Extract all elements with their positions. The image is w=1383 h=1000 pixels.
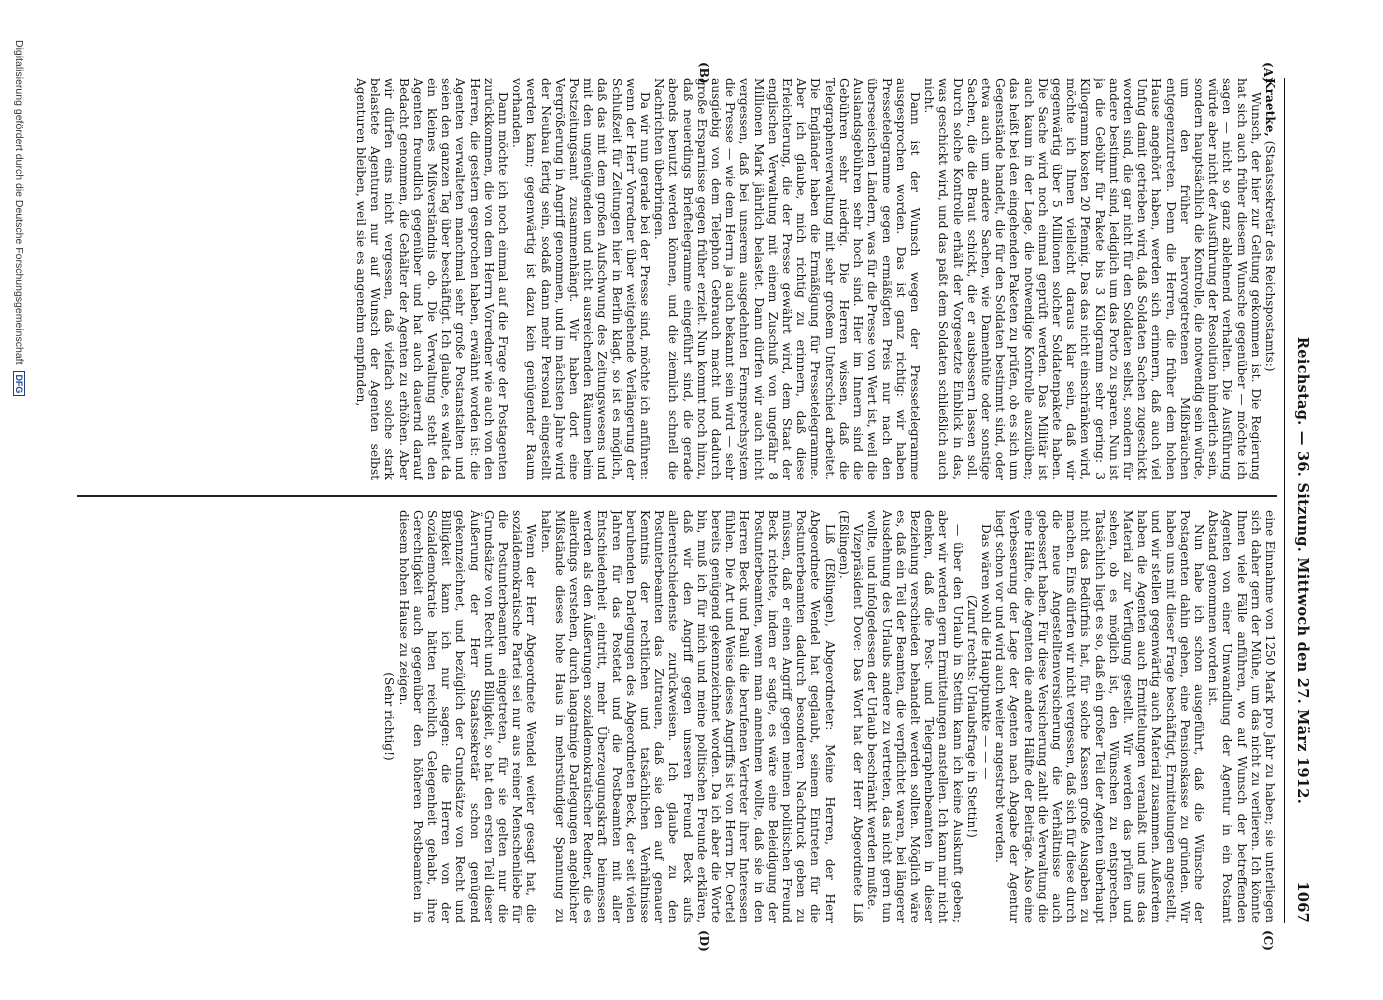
speaker-line: Kraetke, (Staatssekretär des Reichspostamts:) (1263, 78, 1277, 372)
paragraph: Liß (Eßlingen), Abgeordneter: Meine Herren, der Herr Abgeordnete Wendel hat geglaubt, seinem Eintreten für die Postunterbeamten dadurch besonderen Nachdruck geben zu müssen, daß er einen Angriff gegen meinen politischen Freund Beck richtete, indem er sagte, es wäre eine Beleidigung der Postunterbeamten, wenn man annehmen wollte, daß sie in den Herren Beck und Pauli die berufenen Vertreter ihrer Interessen fühlen. Die Art und Weise dieses Angriffs ist von Herrn Dr. Oertel bereits genügend gekennzeichnet worden. Da ich aber die Worte bin, muß ich für mich und meine politischen Freunde erklären, daß wir den Angriff gegen unseren Freund Beck aufs allerentschiedenste zurückweisen. Ich glaube zu den Postunterbeamten das Zutrauen, daß sie den auf genauer Kenntnis der rechtlichen und tatsächlichen Verhältnisse beruhenden Darlegungen des Abgeordneten Beck, der seit vielen Jahren für das Postetat und die Postbeamten mit aller Entschiedenheit eintritt, mehr Überzeugungskraft beimessen werden als den Äußerungen sozialdemokratischer Redner, die es allerdings verstehen, durch langatmige Darlegungen angeblicher Mißstände dieses hohe Haus in mehrstündiger Spannung zu halten. (538, 510, 837, 923)
margin-marker-c: (C) (1261, 930, 1275, 951)
paragraph: — über den Urlaub in Stettin kann ich keine Auskunft geben; aber wir werden gern Ermittelungen anstellen. Ich kann mir nicht denken, daß die Post- und Telegraphenbeamten in dieser Beziehung verschieden behandelt werden sollten. Möglich wäre es, daß ein Teil der Beamten, die verpflichtet waren, bei längerer Ausdehnung des Urlaubs andere zu vertreten, das nicht gern tun wollte, und infolgedessen der Urlaub beschränkt werden mußte. (865, 510, 965, 923)
margin-marker-a: (A) (1261, 62, 1275, 83)
margin-marker-b: (B) (697, 62, 711, 84)
paragraph: Wenn der Herr Abgeordnete Wendel weiter gesagt hat, die sozialdemokratische Partei sei nur aus reiner Menschenliebe für die Postunterbeamten eingetreten, für sie gelten nur die Grundsätze von Recht und Billigkeit, so hat den ersten Teil dieser Äußerung der Herr Staatssekretär schon genügend gekennzeichnet, und bezüglich der Grundsätze von Recht und Billigkeit kann ich nur sagen: die Herren von der Sozialdemokratie hätten reichlich Gelegenheit gehabt, ihre Gerechtigkeit auch gegenüber den höheren Postbeamten in diesem hohen Hause zu zeigen. (396, 510, 539, 923)
paragraph: eine Einnahme von 1250 Mark pro Jahr zu haben; sie unterliegen sich daher gern der Mühe, um das nicht zu verlieren. Ich könnte Ihnen viele Fälle anführen, wo auf Wunsch der betreffenden Agenten von einer Umwandlung der Agentur in ein Postamt Abstand genommen worden ist. (1206, 510, 1277, 923)
paragraph: Nun habe ich schon ausgeführt, daß die Wünsche der Postagenten dahin gehen, eine Pensionskasse zu gründen. Wir haben uns mit dieser Frage beschäftigt, Ermittelungen angestellt, und wir stellen gegenwärtig auch Material zusammen. Außerdem haben die Agenten auch Ermittelungen veranlaßt und uns das Material zur Verfügung gestellt. Wir werden das prüfen und sehen, ob es möglich ist, den Wünschen zu entsprechen. Tatsächlich liegt es so, daß ein großer Teil der Agenten überhaupt nicht das Bedürfnis hat, für solche Kassen große Ausgaben zu machen. Eins dürfen wir nicht vergessen, daß sich für diese durch die neue Angestelltenversicherung die Verhältnisse auch gebessert haben. Für diese Versicherung zahlt die Verwaltung die eine Hälfte, die Agenten die andere Hälfte der Beiträge. Also eine Verbesserung der Lage der Agenten nach Abgabe der Agentur liegt schon vor und wird auch weiter angestrebt werden. (993, 510, 1206, 923)
header-title: Reichstag. — 36. Sitzung. Mittwoch den 27. März 1912. (1294, 336, 1311, 805)
speaker-name: Kraetke, (1263, 78, 1277, 137)
paragraph: Da wir nun gerade bei der Presse sind, möchte ich anführen: wenn der Herr Vorredner über weitgehende Verlängerung der Schlußzeit für Zeitungen hier in Berlin klagt, so ist es möglich, daß das mit dem großen Aufschwung des Zeitungswesens und mit den ungenügenden und nicht ausreichenden Räumen beim Postzeitungsamt zusammenhängt. Wir haben dort eine Vergrößerung in Angriff genommen, und im nächsten Jahre wird der Neubau fertig sein, sodaß dann mehr Personal eingestellt werden kann; gegenwärtig ist dazu kein genügender Raum vorhanden. (510, 78, 653, 480)
speaker-role: Staatssekretär des Reichspostamts: (1263, 145, 1277, 367)
margin-marker-d: (D) (697, 930, 711, 952)
dfg-logo: DFG (13, 371, 25, 396)
right-column (77, 510, 1277, 923)
interjection: (Zuruf rechts: Urlaubsfrage in Stettin!) (964, 595, 979, 838)
left-column (77, 78, 1277, 480)
page-header (1284, 78, 1321, 923)
credit-text: Digitalisierung gefördert durch die Deutsche Forschungsgemeinschaft (13, 40, 25, 365)
paragraph: Wunsch, der hier zur Geltung gekommen ist. Die Regierung hat sich auch früher diesem Wunsche gegenüber — möchte ich sagen — nicht so ganz ablehnend verhalten. Die Ausführung würde aber nicht der Ausführung der Resolution hinderlich sein, sondern hauptsächlich die Kontrolle, die notwendig sein würde, um den früher hervorgetretenen Mißbräuchen entgegenzutreten. Denn die Herren, die früher dem hohen Hause angehört haben, werden sich erinnern, daß auch viel Unfug damit getrieben wird, daß Soldaten Sachen zugeschickt worden sind, die gar nicht für den Soldaten selbst, sondern für andere bestimmt sind, lediglich um das Porto zu sparen. Nun ist ja die Gebühr für Pakete bis 3 Kilogramm sehr gering: 3 Kilogramm kosten 20 Pfennig. Das das nicht einschränken wird, möchte ich Ihnen vielleicht daraus klar sein, daß wir gegenwärtig über 5 Millionen solcher Soldatenpakete haben. Die Sache wird noch einmal geprüft werden. Das Militär ist auch kaum in der Lage, die notwendige Kontrolle auszuüben; das heißt bei den eingehenden Paketen zu prüfen, ob es sich um Gegenstände handelt, die für den Soldaten bestimmt sind, oder etwa auch um andere Sachen, wie Damenhüte oder sonstige Sachen, die die Braut schickt, die er ausbessern lassen soll. Durch solche Kontrolle erhält der Vorgesetzte Einblick in das, was geschickt wird, und das paßt dem Soldaten schließlich auch nicht. (922, 78, 1263, 480)
paragraph: Das wären wohl die Hauptpunkte — — — (978, 524, 993, 780)
closing-remark: (Sehr richtig!) (382, 672, 397, 761)
paragraph: Dann ist der Wunsch wegen der Pressetelegramme ausgesprochen worden. Das ist ganz richtig: wir haben Pressetelegramme gegen ermäßigten Preis nur nach den überseeischen Ländern, was für die Presse von Wert ist, weil die Auslandsgebühren sehr hoch sind. Hier im Innern sind die Gebühren sehr niedrig. Die Herren wissen, daß die Telegraphenverwaltung mit sehr großem Unterschied arbeitet. Die Engländer haben die Ermäßigung für Pressetelegramme. Aber ich glaube, mich richtig zu erinnern, daß diese Erleichterung, die der Presse gewährt wird, dem Staat der englischen Verwaltung mit einem Zuschuß von ungefähr 8 Millionen Mark jährlich belastet. Dann dürfen wir auch nicht vergessen, daß bei unserem ausgedehnten Fernsprechsystem die Presse — wie dem Herrn ja auch bekannt sein wird — sehr ausgiebig von dem Telephon Gebrauch macht und dadurch große Ersparnisse gegen früher erzielt. Nun kommt noch hinzu, daß neuerdings Brieftelegramme eingeführt sind, die gerade abends benutzt werden können, und die ziemlich schnell die Nachrichten überbringen. (652, 78, 922, 480)
column-divider (77, 495, 1277, 497)
digitization-credit (13, 40, 25, 980)
page-number: 1067 (1294, 881, 1311, 923)
paragraph: Dann möchte ich noch einmal auf die Frage der Postagenten zurückkommen, die von dem Herrn Vorredner wie auch von den Herren, die gestern gesprochen haben, erwähnt worden ist: die Agenten verwalteten manchmal sehr große Postanstalten und seien den ganzen Tag über beschäftigt. Ich glaube, es waltet da ein kleines Mißverständnis ob. Die Verwaltung steht den Agenten freundlich gegenüber und hat auch dauernd darauf Bedacht genommen, die Gehälter der Agenten zu erhöhen. Aber wir dürfen eins nicht vergessen, daß vielfach solche stark belastete Agenturen nur auf Wunsch der Agenten selbst Agenturen bleiben, weil sie es angenehm empfinden, (354, 78, 511, 480)
president-line: Vizepräsident Dove: Das Wort hat der Herr Abgeordnete Liß (Eßlingen). (836, 510, 866, 923)
